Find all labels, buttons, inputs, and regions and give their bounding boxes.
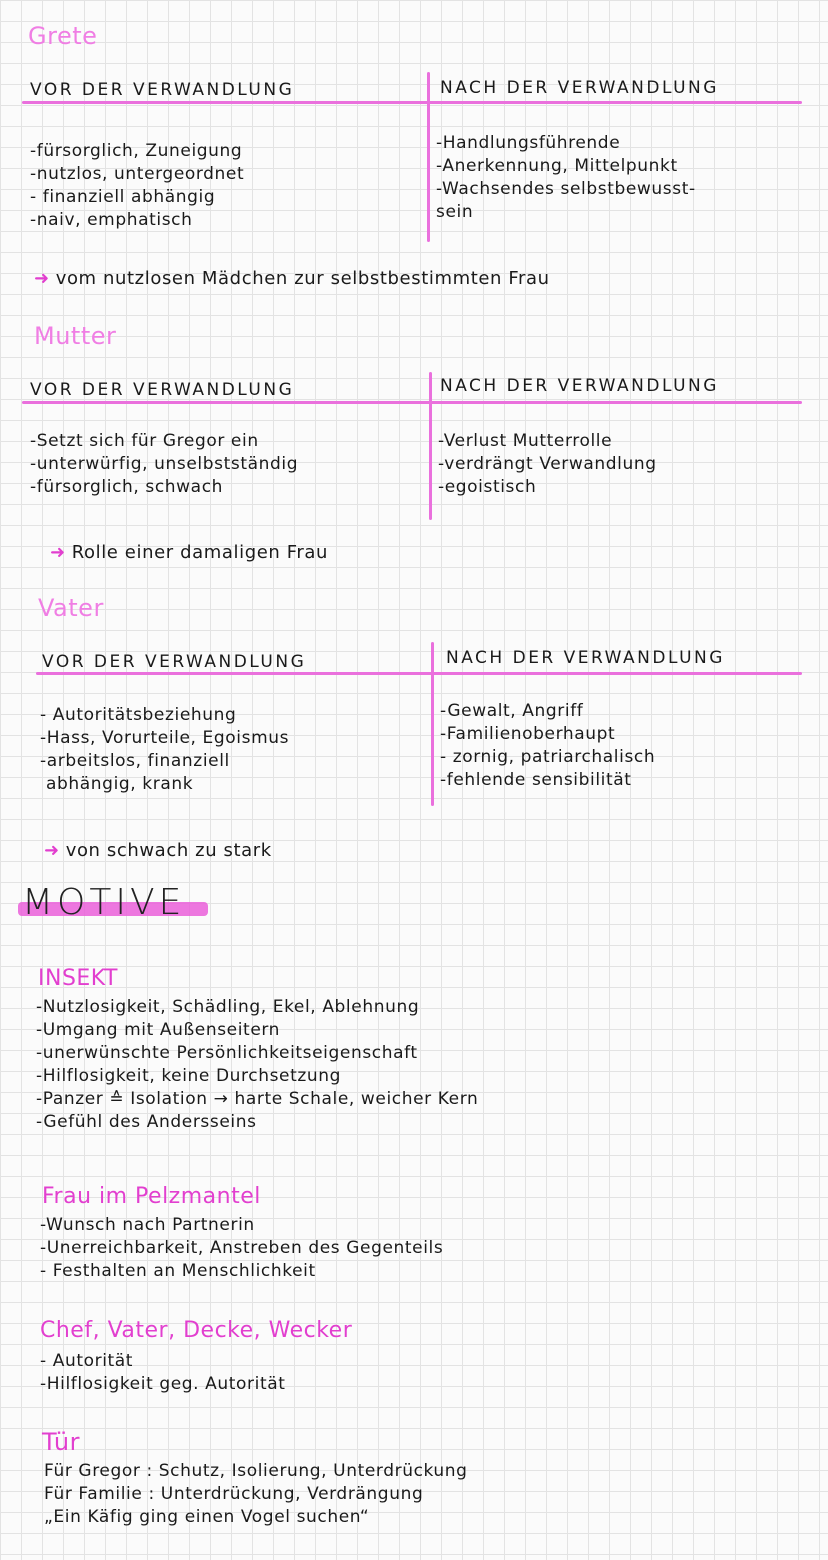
vater-after-list <box>440 700 655 792</box>
grete-header-divider <box>22 101 802 104</box>
mutter-before-list <box>30 430 298 499</box>
list-item: - finanziell abhängig <box>30 187 216 207</box>
list-item: -Umgang mit Außenseitern <box>36 1020 281 1040</box>
frau-list <box>40 1214 443 1283</box>
mutter-header-divider <box>22 401 802 404</box>
insekt-title: INSEKT <box>38 966 118 991</box>
list-item: -Hilflosigkeit, keine Durchsetzung <box>36 1066 342 1086</box>
list-item: -unterwürfig, unselbstständig <box>30 454 299 474</box>
vater-column-divider <box>431 642 434 806</box>
list-item: Für Gregor : Schutz, Isolierung, Unterdrückung <box>44 1461 468 1481</box>
list-item: -arbeitslos, finanziell <box>40 751 230 771</box>
grete-conclusion-text: vom nutzlosen Mädchen zur selbstbestimmten Frau <box>55 268 550 289</box>
list-item: -Wachsendes selbstbewusst- <box>436 179 696 199</box>
tuer-list <box>44 1460 468 1529</box>
list-item: -Panzer ≙ Isolation → harte Schale, weicher Kern <box>36 1089 479 1109</box>
list-item: - Autoritätsbeziehung <box>40 705 237 725</box>
list-item: -fehlende sensibilität <box>440 770 632 790</box>
mutter-before-header: VOR DER VERWANDLUNG <box>30 380 295 400</box>
chef-title: Chef, Vater, Decke, Wecker <box>40 1318 353 1343</box>
grete-conclusion <box>34 268 550 289</box>
list-item: -Anerkennung, Mittelpunkt <box>436 156 678 176</box>
list-item: -Verlust Mutterrolle <box>438 431 613 451</box>
list-item: -Familienoberhaupt <box>440 724 616 744</box>
list-item: -unerwünschte Persönlichkeitseigenschaft <box>36 1043 418 1063</box>
list-item: -Hilflosigkeit geg. Autorität <box>40 1374 286 1394</box>
vater-header-divider <box>36 672 802 675</box>
vater-conclusion <box>44 840 272 861</box>
list-item: sein <box>436 202 474 222</box>
tuer-title: Tür <box>42 1428 80 1456</box>
vater-title: Vater <box>38 594 104 622</box>
mutter-title: Mutter <box>34 322 117 350</box>
vater-before-header: VOR DER VERWANDLUNG <box>42 652 307 672</box>
vater-before-list <box>40 704 289 796</box>
list-item: -Setzt sich für Gregor ein <box>30 431 259 451</box>
list-item: -verdrängt Verwandlung <box>438 454 657 474</box>
mutter-after-header: NACH DER VERWANDLUNG <box>440 376 719 396</box>
list-item: -fürsorglich, schwach <box>30 477 224 497</box>
grete-before-list <box>30 140 244 232</box>
list-item: -Gewalt, Angriff <box>440 701 584 721</box>
arrow-right-icon: ➜ <box>44 840 60 861</box>
list-item: -Wunsch nach Partnerin <box>40 1215 255 1235</box>
list-item: abhängig, krank <box>40 774 194 794</box>
list-item: Für Familie : Unterdrückung, Verdrängung <box>44 1484 424 1504</box>
grete-before-header: VOR DER VERWANDLUNG <box>30 80 295 100</box>
mutter-after-list <box>438 430 657 499</box>
list-item: -nutzlos, untergeordnet <box>30 164 245 184</box>
arrow-right-icon: ➜ <box>50 542 66 563</box>
list-item: -Gefühl des Andersseins <box>36 1112 257 1132</box>
grete-column-divider <box>427 72 430 242</box>
mutter-conclusion-text: Rolle einer damaligen Frau <box>71 542 329 563</box>
motive-title: MOTIVE <box>22 882 186 923</box>
insekt-list <box>36 996 478 1134</box>
list-item: -Handlungsführende <box>436 133 621 153</box>
list-item: -egoistisch <box>438 477 537 497</box>
list-item: -Hass, Vorurteile, Egoismus <box>40 728 290 748</box>
list-item: - Festhalten an Menschlichkeit <box>40 1261 316 1281</box>
vater-conclusion-text: von schwach zu stark <box>65 840 272 861</box>
frau-title: Frau im Pelzmantel <box>42 1184 261 1209</box>
list-item: -Nutzlosigkeit, Schädling, Ekel, Ablehnung <box>36 997 420 1017</box>
list-item: -Unerreichbarkeit, Anstreben des Gegenteils <box>40 1238 444 1258</box>
mutter-conclusion <box>50 542 328 563</box>
list-item: „Ein Käfig ging einen Vogel suchen“ <box>44 1507 370 1527</box>
arrow-right-icon: ➜ <box>34 268 50 289</box>
grete-after-header: NACH DER VERWANDLUNG <box>440 78 719 98</box>
grete-title: Grete <box>28 22 98 50</box>
list-item: - zornig, patriarchalisch <box>440 747 656 767</box>
chef-list <box>40 1350 286 1396</box>
list-item: -fürsorglich, Zuneigung <box>30 141 243 161</box>
mutter-column-divider <box>429 372 432 520</box>
vater-after-header: NACH DER VERWANDLUNG <box>446 648 725 668</box>
list-item: -naiv, emphatisch <box>30 210 193 230</box>
list-item: - Autorität <box>40 1351 134 1371</box>
grete-after-list <box>436 132 696 224</box>
